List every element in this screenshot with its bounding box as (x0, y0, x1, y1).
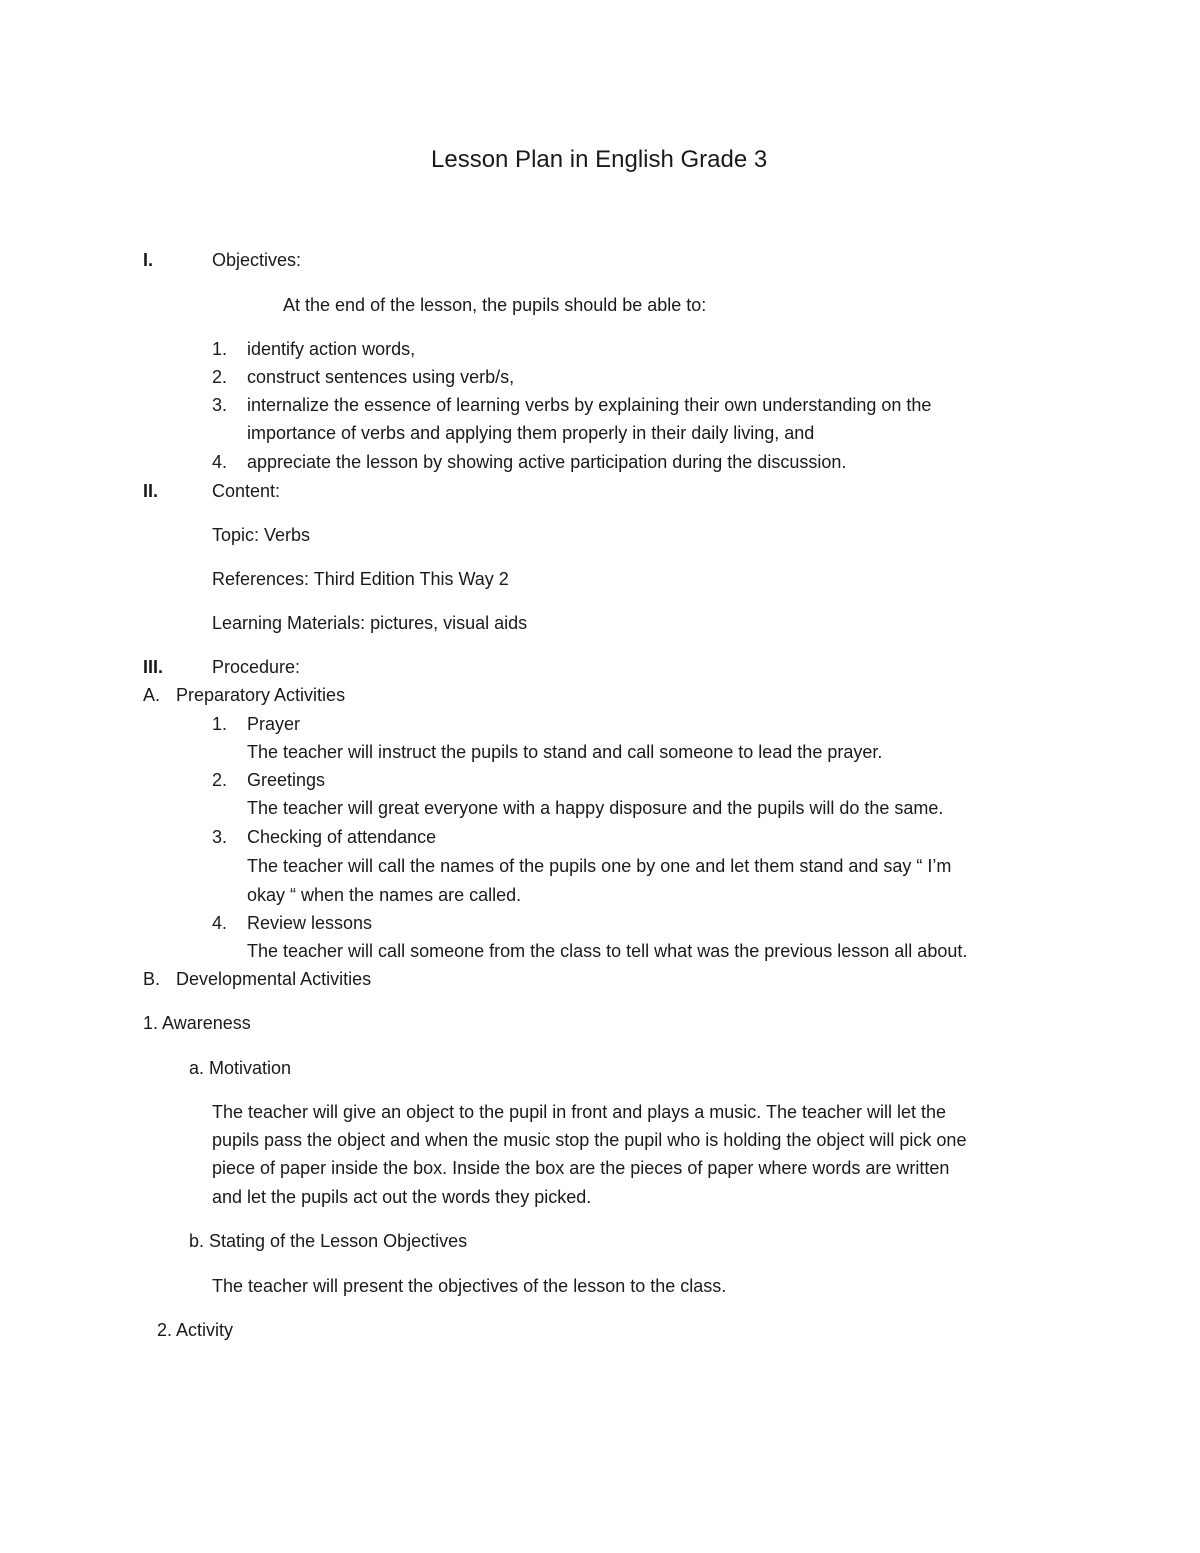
section-heading-content: Content: (212, 481, 281, 501)
activity-description: The teacher will great everyone with a happy disposure and the pupils will do the same. (247, 798, 944, 818)
subsection-heading-developmental: Developmental Activities (176, 969, 372, 989)
page-title: Lesson Plan in English Grade 3 (431, 146, 768, 173)
objective-text-continued: importance of verbs and applying them properly in their daily living, and (247, 423, 815, 443)
objective-text: appreciate the lesson by showing active participation during the discussion. (247, 452, 847, 472)
objectives-intro: At the end of the lesson, the pupils should be able to: (283, 295, 707, 315)
activity-title: Prayer (247, 714, 301, 734)
motivation-text: pupils pass the object and when the music stop the pupil who is holding the object will pick one (212, 1130, 967, 1150)
activity-number: 4. (212, 913, 228, 933)
awareness-heading: 1. Awareness (143, 1013, 251, 1033)
activity-description: The teacher will call someone from the class to tell what was the previous lesson all about. (247, 941, 968, 961)
activity-title: Review lessons (247, 913, 373, 933)
activity-description: The teacher will call the names of the pupils one by one and let them stand and say “ I’m (247, 856, 952, 876)
section-heading-procedure: Procedure: (212, 657, 301, 677)
subsection-heading-preparatory: Preparatory Activities (176, 685, 346, 705)
activity-description: The teacher will instruct the pupils to stand and call someone to lead the prayer. (247, 742, 883, 762)
section-numeral-objectives: I. (143, 250, 154, 270)
activity-title: Greetings (247, 770, 326, 790)
objective-number: 3. (212, 395, 228, 415)
motivation-text: and let the pupils act out the words they picked. (212, 1187, 592, 1207)
content-topic: Topic: Verbs (212, 525, 311, 545)
section-numeral-content: II. (143, 481, 159, 501)
activity-number: 1. (212, 714, 228, 734)
objective-number: 2. (212, 367, 228, 387)
objective-text: internalize the essence of learning verbs by explaining their own understanding on the (247, 395, 932, 415)
objective-text: identify action words, (247, 339, 416, 359)
objective-number: 4. (212, 452, 228, 472)
activity-title: Checking of attendance (247, 827, 437, 847)
motivation-heading: a. Motivation (189, 1058, 292, 1078)
objective-number: 1. (212, 339, 228, 359)
subsection-letter-b: B. (143, 969, 161, 989)
stating-objectives-text: The teacher will present the objectives of the lesson to the class. (212, 1276, 727, 1296)
activity-number: 3. (212, 827, 228, 847)
activity-description-continued: okay “ when the names are called. (247, 885, 522, 905)
section-heading-objectives: Objectives: (212, 250, 302, 270)
subsection-letter-a: A. (143, 685, 161, 705)
section-numeral-procedure: III. (143, 657, 164, 677)
motivation-text: piece of paper inside the box. Inside the box are the pieces of paper where words are written (212, 1158, 950, 1178)
activity-heading: 2. Activity (157, 1320, 234, 1340)
motivation-text: The teacher will give an object to the pupil in front and plays a music. The teacher will let the (212, 1102, 947, 1122)
content-materials: Learning Materials: pictures, visual aids (212, 613, 528, 633)
objective-text: construct sentences using verb/s, (247, 367, 515, 387)
stating-objectives-heading: b. Stating of the Lesson Objectives (189, 1231, 468, 1251)
activity-number: 2. (212, 770, 228, 790)
content-references: References: Third Edition This Way 2 (212, 569, 509, 589)
